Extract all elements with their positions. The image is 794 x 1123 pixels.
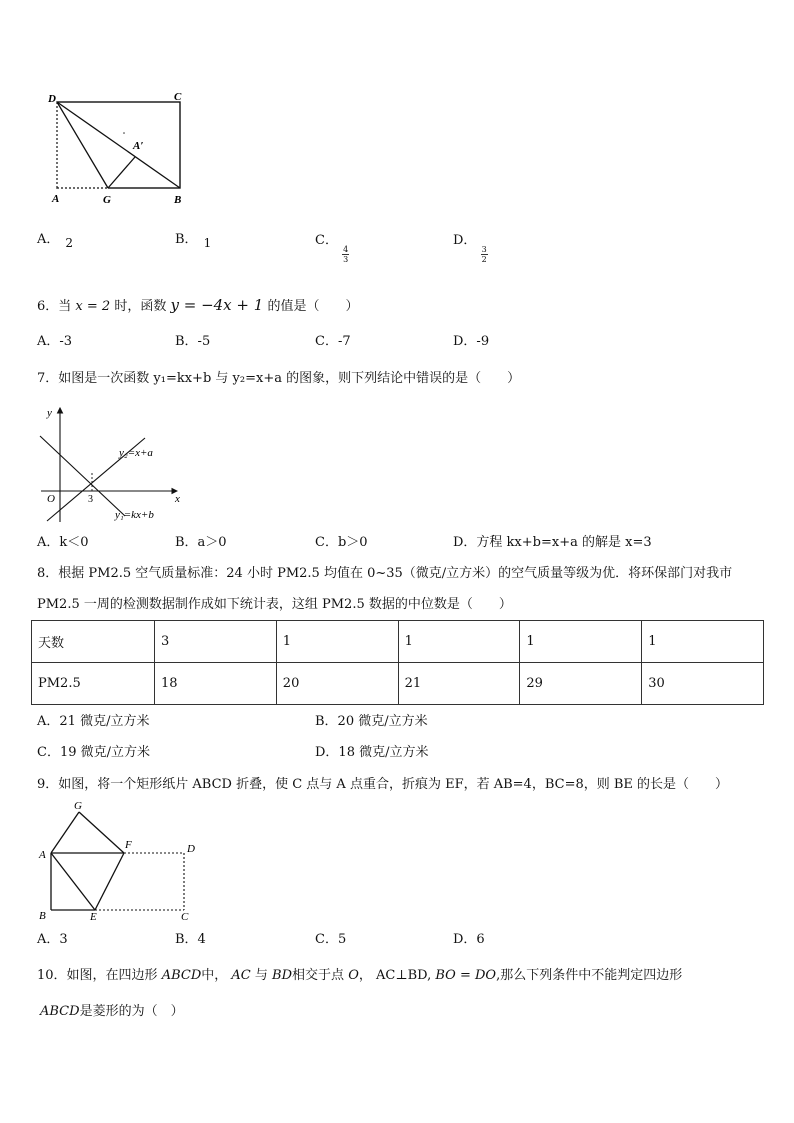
- q9-label-a: A: [39, 849, 46, 861]
- table-cell: 1: [642, 621, 764, 663]
- q6-option-b[interactable]: B．-5: [175, 334, 211, 349]
- q8-option-d[interactable]: D．18 微克/立方米: [315, 745, 429, 760]
- q7-stem: 7．如图是一次函数 y₁=kx+b 与 y₂=x+a 的图象，则下列结论中错误的是（ ）: [37, 371, 521, 386]
- q9-edge-gf: [79, 812, 124, 853]
- table-cell: 1: [276, 621, 398, 663]
- q9-stem: 9．如图，将一个矩形纸片 ABCD 折叠，使 C 点与 A 点重合，折痕为 EF，若 AB=4，BC=8，则 BE 的长是（ ）: [37, 777, 729, 792]
- q9-figure: [35, 798, 205, 923]
- table-cell: 20: [276, 663, 398, 705]
- q9-label-f: F: [125, 839, 132, 851]
- q9-option-a[interactable]: A．3: [37, 932, 68, 947]
- table-row: [32, 621, 764, 663]
- q9-option-c[interactable]: C．5: [315, 932, 347, 947]
- q5-label-aprime: A′: [133, 140, 144, 152]
- q7-label-three: 3: [88, 494, 93, 505]
- q5-figure: [40, 85, 200, 210]
- q5-fraction-d: $\frac{3}{2}$: [481, 245, 487, 264]
- q9-edge-ae: [51, 853, 95, 910]
- q7-label-x: x: [175, 493, 180, 505]
- q9-label-g: G: [74, 800, 82, 812]
- q5-label-a: A: [52, 193, 60, 205]
- q9-edge-ag: [51, 812, 79, 853]
- q5-label-g: G: [103, 194, 111, 206]
- q7-option-c[interactable]: C．b＞0: [315, 535, 368, 550]
- q5-option-b[interactable]: B． 1: [175, 232, 212, 250]
- q7-label-y: y: [47, 407, 52, 419]
- q9-label-e: E: [90, 911, 97, 923]
- q5-segment-ga: [108, 157, 135, 188]
- q9-option-d[interactable]: D．6: [453, 932, 485, 947]
- q6-option-a[interactable]: A．-3: [37, 334, 73, 349]
- q6-stem: 6．当 x = 2 时，函数 y = −4x + 1 的值是（ ）: [37, 296, 359, 314]
- q7-label-origin: O: [47, 493, 55, 505]
- table-cell: 1: [520, 621, 642, 663]
- q10-stem-line1: 10．如图，在四边形 ABCD中， AC 与 BD相交于点 O， AC⊥BD, BO = DO,那么下列条件中不能判定四边形: [37, 968, 683, 983]
- q9-label-b: B: [39, 910, 46, 922]
- table-cell: PM2.5: [32, 663, 155, 705]
- q7-option-d[interactable]: D．方程 kx+b=x+a 的解是 x=3: [453, 535, 652, 550]
- q5-fraction-c: $\frac{4}{3}$: [343, 245, 349, 264]
- q5-fold-dg: [57, 102, 108, 188]
- q8-option-b[interactable]: B．20 微克/立方米: [315, 714, 428, 729]
- q9-label-c: C: [181, 911, 189, 923]
- table-cell: 30: [642, 663, 764, 705]
- q5-option-d[interactable]: D． $\frac{3}{2}$: [453, 233, 487, 264]
- table-cell: 3: [155, 621, 277, 663]
- q7-label-y1: y₁=kx+b: [115, 509, 154, 521]
- q5-label-b: B: [174, 194, 182, 206]
- q7-label-y2: y₂=x+a: [119, 447, 153, 459]
- table-cell: 21: [398, 663, 520, 705]
- q9-option-b[interactable]: B．4: [175, 932, 206, 947]
- table-cell: 18: [155, 663, 277, 705]
- table-row: [32, 663, 764, 705]
- q5-label-c: C: [174, 91, 182, 103]
- q6-option-d[interactable]: D．-9: [453, 334, 490, 349]
- q8-stem-line2: PM2.5 一周的检测数据制作成如下统计表，这组 PM2.5 数据的中位数是（ ）: [37, 597, 512, 612]
- q7-option-b[interactable]: B．a＞0: [175, 535, 227, 550]
- table-cell: 天数: [32, 621, 155, 663]
- table-cell: 29: [520, 663, 642, 705]
- q7-graph: [35, 400, 195, 528]
- q9-label-d: D: [187, 843, 195, 855]
- q10-stem-line2: ABCD是菱形的为（ ）: [40, 1004, 184, 1019]
- q9-crease-ef: [95, 853, 124, 910]
- q8-option-c[interactable]: C．19 微克/立方米: [37, 745, 151, 760]
- q8-stem-line1: 8．根据 PM2.5 空气质量标准：24 小时 PM2.5 均值在 0~35（微克/立方米）的空气质量等级为优．将环保部门对我市: [37, 566, 733, 581]
- q8-option-a[interactable]: A．21 微克/立方米: [37, 714, 150, 729]
- q5-option-c[interactable]: C． $\frac{4}{3}$: [315, 233, 349, 264]
- q6-option-c[interactable]: C．-7: [315, 334, 351, 349]
- table-cell: 1: [398, 621, 520, 663]
- q7-option-a[interactable]: A．k＜0: [37, 535, 89, 550]
- q8-data-table: [31, 620, 764, 705]
- q5-option-a[interactable]: A． 2: [37, 232, 74, 250]
- q5-label-d: D: [48, 93, 56, 105]
